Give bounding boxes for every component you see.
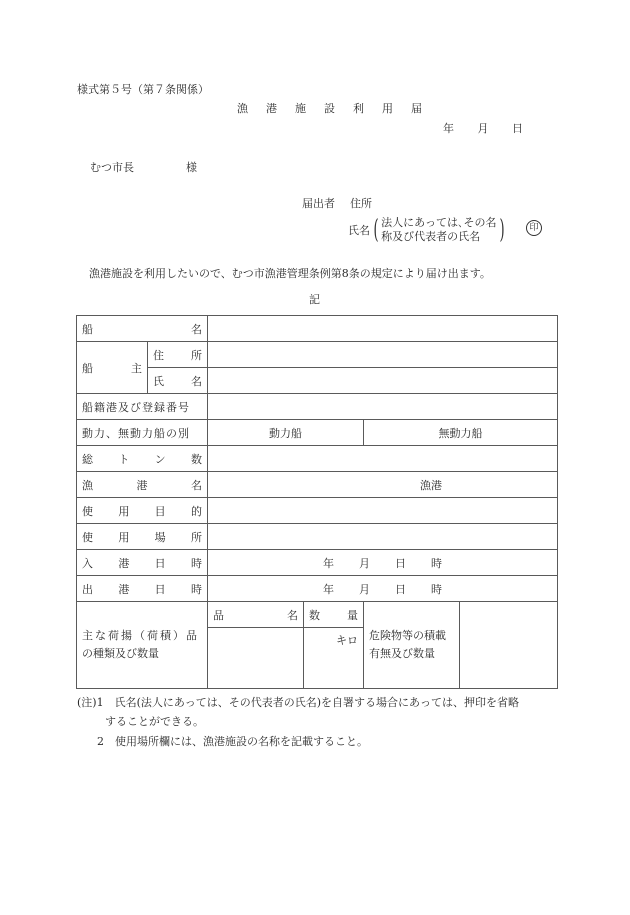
title-char: 設 [324, 102, 335, 115]
registry-field[interactable] [208, 394, 558, 420]
quantity-field[interactable] [304, 628, 364, 689]
title-char: 施 [295, 102, 306, 115]
tonnage-field[interactable] [208, 446, 558, 472]
owner-name-field[interactable] [208, 368, 558, 394]
note-1-continued: することができる。 [105, 715, 204, 728]
hazard-field[interactable] [460, 602, 558, 689]
tonnage-label: 総 ト ン 数 [77, 446, 208, 472]
item-name-header: 品 名 [208, 602, 304, 628]
ki-heading: 記 [309, 293, 320, 306]
powered-option[interactable]: 動力船 [208, 420, 364, 446]
owner-label: 船 主 [77, 342, 148, 394]
entry-datetime-label: 入 港 日 時 [77, 550, 208, 576]
table-row [77, 394, 558, 420]
bracket-line-2: 称及び代表者の氏名 [381, 230, 481, 243]
table-row [77, 576, 558, 602]
day-label: 日 [512, 122, 523, 135]
unit-kilo: キロ [336, 634, 358, 647]
item-name-field[interactable] [208, 628, 304, 689]
exit-datetime-field[interactable]: 年 月 日 時 [208, 576, 558, 602]
seal-icon: 印 [526, 220, 542, 236]
note-2: 2 使用場所欄には、漁港施設の名称を記載すること。 [97, 735, 368, 748]
right-bracket: ) [499, 215, 505, 245]
ship-name-field[interactable] [208, 316, 558, 342]
table-row [77, 368, 558, 394]
table-row [77, 420, 558, 446]
applicant-address-label: 住所 [350, 197, 372, 210]
power-type-label: 動力、無動力船の別 [77, 420, 208, 446]
port-name-label: 漁 港 名 [77, 472, 208, 498]
table-row [77, 446, 558, 472]
bracket-line-1: 法人にあっては､その名 [381, 216, 497, 229]
table-row [77, 524, 558, 550]
table-row [77, 550, 558, 576]
quantity-header: 数 量 [304, 602, 364, 628]
title-char: 利 [353, 102, 364, 115]
document-title [237, 103, 422, 114]
non-powered-option[interactable]: 無動力船 [364, 420, 558, 446]
title-char: 港 [266, 102, 277, 115]
applicant-label: 届出者 [302, 197, 335, 210]
owner-address-label: 住 所 [148, 342, 208, 368]
table-row [77, 498, 558, 524]
table-row [77, 342, 558, 368]
form-number: 様式第５号（第７条関係） [77, 83, 209, 96]
table-row [77, 316, 558, 342]
ship-name-label: 船 名 [77, 316, 208, 342]
left-bracket: ( [373, 215, 379, 245]
addressee-name: むつ市長 [90, 161, 134, 174]
cargo-label: 主な荷揚（荷積）品 の種類及び数量 [77, 602, 208, 689]
date-line [443, 123, 523, 134]
note-1: (注)1 氏名(法人にあっては、その代表者の氏名)を自署する場合にあっては、押印を省略 [77, 696, 519, 709]
purpose-label: 使 用 目 的 [77, 498, 208, 524]
entry-datetime-field[interactable]: 年 月 日 時 [208, 550, 558, 576]
title-char: 用 [382, 102, 393, 115]
location-field[interactable] [208, 524, 558, 550]
registry-label: 船籍港及び登録番号 [77, 394, 208, 420]
year-label: 年 [443, 122, 454, 135]
honorific: 様 [186, 161, 197, 174]
intro-text: 漁港施設を利用したいので、むつ市漁港管理条例第8条の規定により届け出ます。 [89, 267, 491, 280]
addressee [90, 162, 197, 173]
application-table [76, 315, 558, 689]
month-label: 月 [477, 122, 489, 135]
table-row [77, 602, 558, 628]
exit-datetime-label: 出 港 日 時 [77, 576, 208, 602]
purpose-field[interactable] [208, 498, 558, 524]
table-row [77, 472, 558, 498]
owner-address-field[interactable] [208, 342, 558, 368]
port-name-field[interactable] [208, 472, 558, 498]
location-label: 使 用 場 所 [77, 524, 208, 550]
owner-name-label: 氏 名 [148, 368, 208, 394]
hazard-label: 危険物等の積載 有無及び数量 [364, 602, 460, 689]
corporate-name-note [371, 216, 507, 244]
title-char: 漁 [237, 102, 248, 115]
port-suffix: 漁港 [420, 478, 442, 492]
applicant-name-label: 氏名 [348, 224, 370, 237]
title-char: 届 [411, 102, 422, 115]
